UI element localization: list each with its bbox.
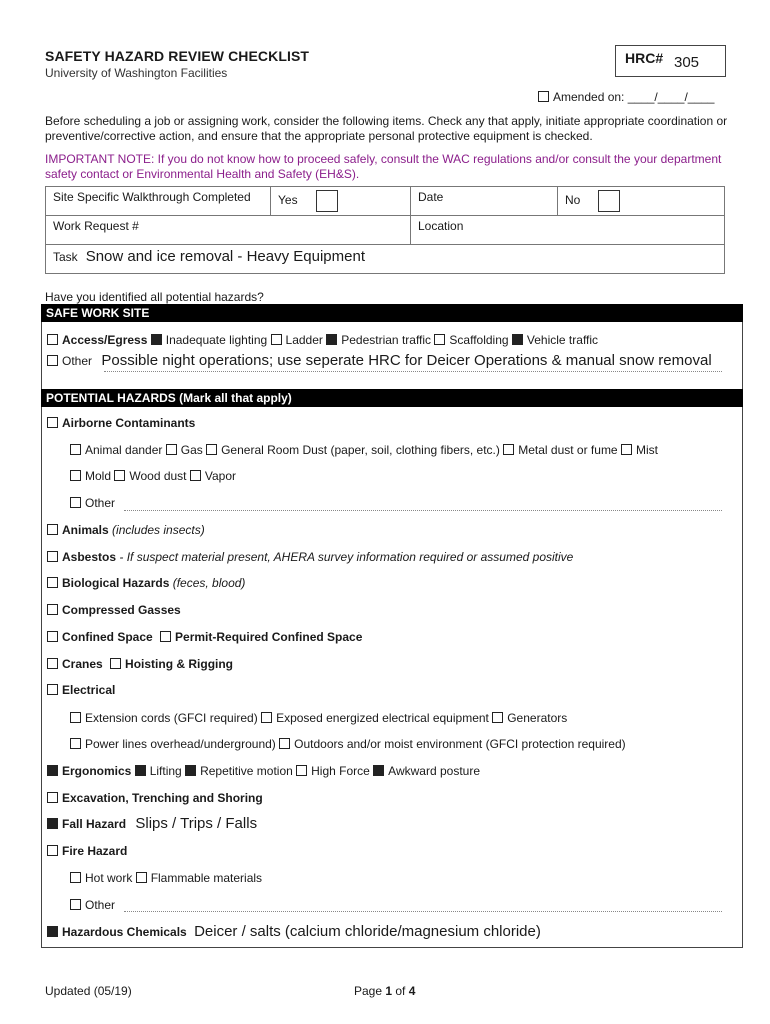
high-force-checkbox[interactable] <box>296 765 307 776</box>
work-request-label: Work Request # <box>53 219 139 233</box>
wood-dust-label: Wood dust <box>129 469 187 483</box>
fall-hazard-row <box>47 815 257 832</box>
hazchem-label: Hazardous Chemicals <box>62 925 187 939</box>
outdoors-moist-label: Outdoors and/or moist environment (GFCI protection required) <box>294 737 626 751</box>
outdoors-moist-checkbox[interactable] <box>279 738 290 749</box>
hoisting-checkbox[interactable] <box>110 658 121 669</box>
biological-label: Biological Hazards <box>62 576 170 590</box>
cranes-label: Cranes <box>62 657 103 671</box>
repetitive-motion-label: Repetitive motion <box>200 764 293 778</box>
sws-other-checkbox[interactable] <box>47 355 58 366</box>
hazchem-value[interactable]: Deicer / salts (calcium chloride/magnesium chloride) <box>194 923 541 940</box>
compressed-checkbox[interactable] <box>47 604 58 615</box>
extension-cords-label: Extension cords (GFCI required) <box>85 711 258 725</box>
electrical-subrow-2 <box>70 737 626 751</box>
inadequate-lighting-checkbox[interactable] <box>151 334 162 345</box>
fire-other-line <box>124 911 722 912</box>
page-number: 1 <box>385 984 393 998</box>
asbestos-checkbox[interactable] <box>47 551 58 562</box>
compressed-label: Compressed Gasses <box>62 603 181 617</box>
biological-note: (feces, blood) <box>169 576 246 590</box>
room-dust-label: General Room Dust (paper, soil, clothing fibers, etc.) <box>221 443 500 457</box>
animals-label: Animals <box>62 523 109 537</box>
scaffolding-checkbox[interactable] <box>434 334 445 345</box>
electrical-row <box>47 683 115 697</box>
no-cell[interactable] <box>558 187 725 216</box>
sws-other-value[interactable]: Possible night operations; use seperate HRC for Deicer Operations & manual snow removal <box>101 352 712 369</box>
fire-hazard-row <box>47 844 127 858</box>
fire-other-row <box>70 898 115 912</box>
excavation-checkbox[interactable] <box>47 792 58 803</box>
airborne-other-line <box>124 510 722 511</box>
room-dust-checkbox[interactable] <box>206 444 217 455</box>
cranes-row <box>47 657 233 671</box>
safe-work-site-row <box>47 333 598 347</box>
task-cell[interactable] <box>46 245 725 274</box>
asbestos-row <box>47 550 573 564</box>
electrical-subrow-1 <box>70 711 567 725</box>
mist-checkbox[interactable] <box>621 444 632 455</box>
document-subtitle: University of Washington Facilities <box>45 66 228 80</box>
amended-label: Amended on: ____/____/____ <box>553 90 715 104</box>
hoisting-label: Hoisting & Rigging <box>125 657 234 671</box>
awkward-posture-checkbox[interactable] <box>373 765 384 776</box>
safe-work-site-heading: SAFE WORK SITE <box>41 304 743 322</box>
page-total: 4 <box>408 984 416 998</box>
ladder-label: Ladder <box>285 333 323 347</box>
animal-dander-checkbox[interactable] <box>70 444 81 455</box>
confined-label: Confined Space <box>62 630 153 644</box>
pedestrian-traffic-checkbox[interactable] <box>326 334 337 345</box>
task-label: Task <box>53 250 78 264</box>
no-checkbox[interactable] <box>598 190 620 212</box>
date-cell[interactable] <box>411 187 558 216</box>
animals-checkbox[interactable] <box>47 524 58 535</box>
access-egress-checkbox[interactable] <box>47 334 58 345</box>
date-label: Date <box>418 190 444 204</box>
electrical-label: Electrical <box>62 683 116 697</box>
gas-checkbox[interactable] <box>166 444 177 455</box>
intro-text: Before scheduling a job or assigning work, consider the following items. Check any that apply, initiate appropriate coordination or preventive/corrective action, and ensure that the appropriate personal protective equipment is checked. <box>45 114 728 143</box>
ergonomics-checkbox[interactable] <box>47 765 58 776</box>
pedestrian-traffic-label: Pedestrian traffic <box>341 333 432 347</box>
hot-work-checkbox[interactable] <box>70 872 81 883</box>
excavation-label: Excavation, Trenching and Shoring <box>62 791 263 805</box>
fire-hazard-label: Fire Hazard <box>62 844 128 858</box>
permit-checkbox[interactable] <box>160 631 171 642</box>
asbestos-label: Asbestos <box>62 550 117 564</box>
vehicle-traffic-checkbox[interactable] <box>512 334 523 345</box>
work-request-cell[interactable] <box>46 216 411 245</box>
airborne-other-row <box>70 496 115 510</box>
yes-checkbox[interactable] <box>316 190 338 212</box>
amended-checkbox[interactable] <box>538 91 549 102</box>
fall-hazard-label: Fall Hazard <box>62 817 127 831</box>
hazard-question: Have you identified all potential hazards? <box>45 290 264 304</box>
location-cell[interactable] <box>411 216 725 245</box>
exposed-energized-label: Exposed energized electrical equipment <box>276 711 489 725</box>
metal-dust-label: Metal dust or fume <box>518 443 618 457</box>
animals-row <box>47 523 205 537</box>
biological-checkbox[interactable] <box>47 577 58 588</box>
excavation-row <box>47 791 263 805</box>
updated-date: Updated (05/19) <box>45 984 132 998</box>
inadequate-lighting-label: Inadequate lighting <box>165 333 268 347</box>
airborne-checkbox[interactable] <box>47 417 58 428</box>
fall-hazard-checkbox[interactable] <box>47 818 58 829</box>
exposed-energized-checkbox[interactable] <box>261 712 272 723</box>
fire-other-label: Other <box>85 898 116 912</box>
location-label: Location <box>418 219 464 233</box>
repetitive-motion-checkbox[interactable] <box>185 765 196 776</box>
airborne-row <box>47 416 195 430</box>
metal-dust-checkbox[interactable] <box>503 444 514 455</box>
vehicle-traffic-label: Vehicle traffic <box>526 333 599 347</box>
compressed-row <box>47 603 181 617</box>
vapor-label: Vapor <box>204 469 236 483</box>
ergonomics-row <box>47 764 480 778</box>
hazchem-checkbox[interactable] <box>47 926 58 937</box>
ergonomics-label: Ergonomics <box>62 764 132 778</box>
asbestos-note: - If suspect material present, AHERA survey information required or assumed positive <box>116 550 574 564</box>
potential-hazards-heading: POTENTIAL HAZARDS (Mark all that apply) <box>41 389 743 407</box>
document-title: SAFETY HAZARD REVIEW CHECKLIST <box>45 48 310 64</box>
fire-subrow <box>70 871 262 885</box>
hot-work-label: Hot work <box>85 871 133 885</box>
biological-row <box>47 576 245 590</box>
sws-other-label: Other <box>62 354 93 368</box>
vapor-checkbox[interactable] <box>190 470 201 481</box>
scaffolding-label: Scaffolding <box>449 333 509 347</box>
gas-label: Gas <box>180 443 203 457</box>
airborne-label: Airborne Contaminants <box>62 416 196 430</box>
mist-label: Mist <box>635 443 658 457</box>
awkward-posture-label: Awkward posture <box>388 764 480 778</box>
fire-other-checkbox[interactable] <box>70 899 81 910</box>
airborne-other-label: Other <box>85 496 116 510</box>
site-info-table <box>45 186 725 274</box>
page-prefix: Page <box>354 984 386 998</box>
hazchem-row <box>47 923 541 940</box>
generators-checkbox[interactable] <box>492 712 503 723</box>
lifting-label: Lifting <box>149 764 182 778</box>
cranes-checkbox[interactable] <box>47 658 58 669</box>
walkthrough-label: Site Specific Walkthrough Completed <box>46 187 271 216</box>
airborne-other-checkbox[interactable] <box>70 497 81 508</box>
yes-label: Yes <box>278 193 298 208</box>
no-label: No <box>565 193 581 208</box>
mold-checkbox[interactable] <box>70 470 81 481</box>
high-force-label: High Force <box>311 764 370 778</box>
important-note: IMPORTANT NOTE: If you do not know how to proceed safely, consult the WAC regulations and/or consult the your department safety contact or Environmental Health and Safety (EH&S). <box>45 152 722 181</box>
flammable-checkbox[interactable] <box>136 872 147 883</box>
fire-hazard-checkbox[interactable] <box>47 845 58 856</box>
airborne-subrow-1 <box>70 443 658 457</box>
access-egress-label: Access/Egress <box>62 333 148 347</box>
extension-cords-checkbox[interactable] <box>70 712 81 723</box>
safe-work-site-other-row <box>47 352 712 369</box>
generators-label: Generators <box>507 711 568 725</box>
wood-dust-checkbox[interactable] <box>114 470 125 481</box>
yes-cell[interactable] <box>271 187 411 216</box>
mold-label: Mold <box>85 469 112 483</box>
hrc-label: HRC# <box>625 50 664 66</box>
animals-note: (includes insects) <box>112 523 205 537</box>
page-indicator <box>354 984 415 998</box>
flammable-label: Flammable materials <box>150 871 263 885</box>
airborne-subrow-2 <box>70 469 236 483</box>
ladder-checkbox[interactable] <box>271 334 282 345</box>
power-lines-label: Power lines overhead/underground) <box>85 737 276 751</box>
lifting-checkbox[interactable] <box>135 765 146 776</box>
power-lines-checkbox[interactable] <box>70 738 81 749</box>
fall-hazard-value[interactable]: Slips / Trips / Falls <box>135 815 258 832</box>
amended-field[interactable] <box>538 90 714 104</box>
page-mid: of <box>392 984 409 998</box>
permit-label: Permit-Required Confined Space <box>175 630 363 644</box>
animal-dander-label: Animal dander <box>85 443 163 457</box>
confined-row <box>47 630 362 644</box>
confined-checkbox[interactable] <box>47 631 58 642</box>
sws-other-line <box>104 371 722 372</box>
hrc-field[interactable] <box>615 45 726 77</box>
hrc-value: 305 <box>674 54 700 71</box>
task-value: Snow and ice removal - Heavy Equipment <box>85 248 365 265</box>
electrical-checkbox[interactable] <box>47 684 58 695</box>
